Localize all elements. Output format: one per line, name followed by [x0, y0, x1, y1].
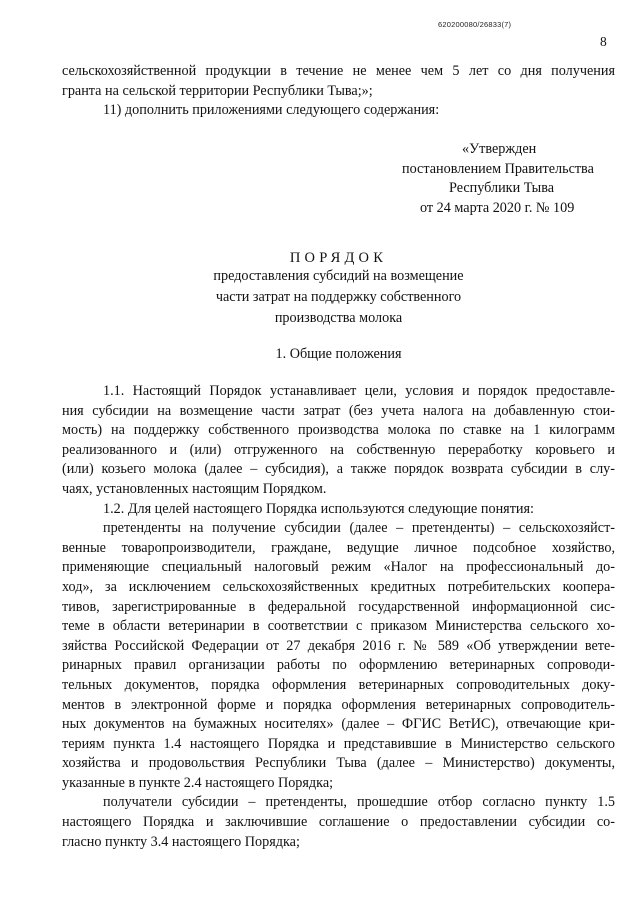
approval-line: от 24 марта 2020 г. № 109 — [420, 199, 575, 216]
subtitle-line: предоставления субсидий на возмещение — [213, 268, 464, 284]
text-line: зяйства Российской Федерации от 27 декабря 2016 г. № 589 «Об утверждении вете- — [62, 637, 615, 654]
text-line: чаях, установленных настоящим Порядком. — [62, 480, 327, 497]
document-id: 620200080/26833(7) — [438, 20, 512, 29]
text-line: териям пункта 1.4 настоящего Порядка и представившие в Министерство сельского — [62, 735, 615, 752]
text-line: хозяйства и продовольствия Республики Тыва (далее – Министерство) документы, — [62, 755, 615, 772]
text-line: гласно пункту 3.4 настоящего Порядка; — [62, 833, 300, 850]
text-line: ментов в электронной форме и порядка оформления ветеринарных сопроводитель- — [62, 696, 615, 713]
text-line: указанные в пункте 2.4 настоящего Порядка; — [62, 774, 334, 791]
text-line: ния субсидии на возмещение части затрат (без учета налога на добавленную стои- — [62, 402, 615, 419]
text-line: тельных документов, порядка оформления ветеринарных сопроводительных доку- — [62, 676, 615, 693]
text-line: гранта на сельской территории Республики Тыва;»; — [62, 82, 373, 99]
approval-line: «Утвержден — [462, 141, 537, 157]
approval-line: Республики Тыва — [449, 180, 555, 197]
text-line: 11) дополнить приложениями следующего содержания: — [103, 102, 440, 119]
text-line: тивов, зарегистрированные в федеральной государственной информационной сис- — [62, 598, 615, 615]
page-number: 8 — [600, 34, 607, 49]
text-line: (или) козьего молока (далее – субсидия), а также порядок возврата субсидии в слу- — [62, 461, 615, 478]
text-line: применяющие специальный налоговый режим «Налог на профессиональный до- — [62, 559, 615, 576]
section-heading: 1. Общие положения — [275, 346, 402, 362]
text-line: сельскохозяйственной продукции в течение не менее чем 5 лет со дня получения — [62, 63, 615, 79]
text-line: получатели субсидии – претенденты, прошедшие отбор согласно пункту 1.5 — [103, 794, 615, 811]
text-line: настоящего Порядка и заключившие соглашение о предоставлении субсидии со- — [62, 814, 615, 831]
text-line: ринарных правил организации работы по оформлению ветеринарных сопроводи- — [62, 657, 615, 674]
approval-line: постановлением Правительства — [402, 160, 594, 177]
subtitle-line: части затрат на поддержку собственного — [215, 289, 462, 305]
text-line: 1.1. Настоящий Порядок устанавливает цели, условия и порядок предоставле- — [103, 383, 615, 399]
text-line: мость) на поддержку собственного производства молока по ставке на 1 килограмм — [62, 422, 615, 439]
text-line: ход», за исключением сельскохозяйственных кредитных потребительских коопера- — [62, 578, 615, 595]
text-line: венные товаропроизводители, граждане, ведущие личное подсобное хозяйство, — [62, 539, 615, 556]
text-line: 1.2. Для целей настоящего Порядка используются следующие понятия: — [103, 500, 534, 517]
subtitle-line: производства молока — [274, 310, 403, 326]
text-line: теме в области ветеринарии в соответствии с приказом Министерства сельского хо- — [62, 618, 615, 635]
intro-paragraph — [62, 62, 615, 121]
text-line: реализованного и (или) отгруженного на собственную переработку коровьего и — [62, 441, 615, 458]
document-heading: ПОРЯДОК — [289, 250, 388, 266]
text-line: ных документов на бумажных носителях» (далее – ФГИС ВетИС), отвечающие кри- — [62, 716, 615, 733]
document-subtitle — [62, 266, 615, 329]
approval-stamp — [402, 140, 616, 218]
text-line: претенденты на получение субсидии (далее – претенденты) – сельскохозяйст- — [103, 520, 615, 537]
body-text — [62, 382, 615, 852]
